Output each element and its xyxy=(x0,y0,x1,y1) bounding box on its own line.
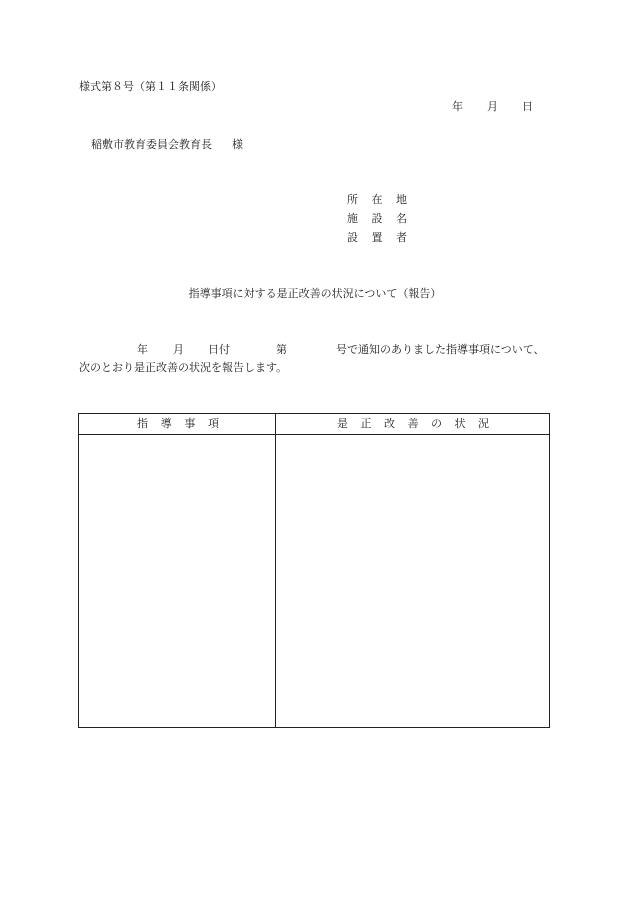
sender-facility-name-label xyxy=(347,212,407,226)
header-char: の xyxy=(431,417,442,430)
date-month-label: 月 xyxy=(487,100,498,113)
body-line-1-rest: 号で通知のありました指導事項について、 xyxy=(336,343,545,356)
body-line-2: 次のとおり是正改善の状況を報告します。 xyxy=(79,361,288,374)
guidance-items-cell[interactable] xyxy=(79,435,275,727)
header-char: 改 xyxy=(384,417,395,430)
header-char: 善 xyxy=(407,417,419,430)
sender-address-label xyxy=(347,193,407,207)
addressee-honorific: 様 xyxy=(232,138,243,151)
date-line xyxy=(452,100,533,114)
sender-founder-label xyxy=(347,231,407,245)
header-char: 事 xyxy=(184,417,196,430)
header-char: 項 xyxy=(207,417,219,430)
table-header-row xyxy=(79,414,549,435)
body-month-label: 月 xyxy=(173,343,184,356)
document-title: 指導事項に対する是正改善の状況について（報告） xyxy=(188,287,442,300)
date-year-label: 年 xyxy=(452,100,463,113)
header-char: 是 xyxy=(337,417,348,430)
sender-char: 設 xyxy=(371,212,383,225)
header-char: 状 xyxy=(454,417,466,430)
body-number-prefix: 第 xyxy=(276,343,287,356)
correction-status-cell[interactable] xyxy=(276,435,549,727)
sender-char: 設 xyxy=(347,231,358,244)
addressee-name: 稲敷市教育委員会教育長 xyxy=(91,138,212,151)
sender-char: 在 xyxy=(371,193,383,206)
date-day-label: 日 xyxy=(522,100,533,113)
header-char: 正 xyxy=(360,417,372,430)
header-char: 導 xyxy=(160,417,172,430)
body-year-label: 年 xyxy=(137,343,148,356)
sender-char: 所 xyxy=(347,193,358,206)
sender-char: 地 xyxy=(396,193,407,206)
header-char: 指 xyxy=(137,417,148,430)
header-char: 況 xyxy=(478,417,489,430)
body-dated-label: 日付 xyxy=(208,343,230,356)
sender-char: 者 xyxy=(396,231,407,244)
header-correction-status xyxy=(337,417,489,431)
report-table xyxy=(78,413,550,728)
sender-char: 名 xyxy=(396,212,407,225)
addressee xyxy=(91,138,243,152)
form-number: 様式第８号（第１１条関係） xyxy=(79,80,222,93)
sender-char: 置 xyxy=(371,231,383,244)
header-guidance-items xyxy=(137,417,219,431)
sender-char: 施 xyxy=(347,212,358,225)
